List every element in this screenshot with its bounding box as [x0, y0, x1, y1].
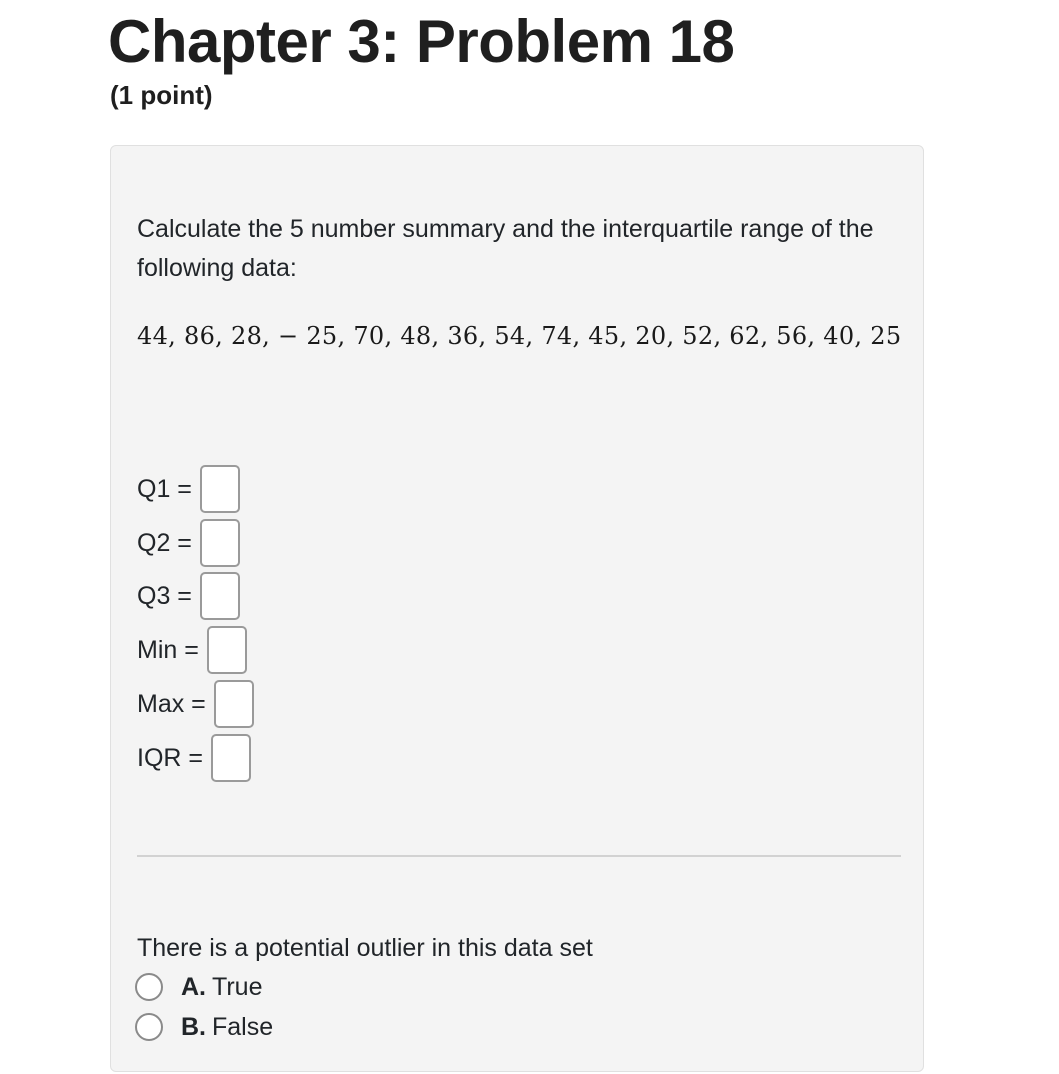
q1-input[interactable]: [200, 465, 240, 513]
answer-row-q2: [137, 518, 240, 568]
answer-label-min: Min =: [137, 635, 199, 664]
max-input[interactable]: [214, 680, 254, 728]
problem-panel: [110, 145, 924, 1072]
answer-label-q1: Q1 =: [137, 474, 192, 503]
answer-row-min: [137, 625, 247, 675]
answer-label-q2: Q2 =: [137, 528, 192, 557]
outlier-question: There is a potential outlier in this data set: [137, 934, 593, 962]
choice-true[interactable]: [135, 969, 262, 1005]
section-divider: [137, 855, 901, 857]
q2-input[interactable]: [200, 519, 240, 567]
data-values: 44, 86, 28, − 25, 70, 48, 36, 54, 74, 45, 20, 52, 62, 56, 40, 25: [137, 322, 902, 350]
problem-prompt: Calculate the 5 number summary and the interquartile range of the following data:: [137, 215, 874, 282]
points-value: (1 point): [110, 80, 213, 110]
choice-false[interactable]: [135, 1009, 273, 1045]
choice-letter-b: B.: [181, 1012, 206, 1041]
choice-text-true: True: [212, 972, 263, 1001]
answer-label-max: Max =: [137, 689, 206, 718]
iqr-input[interactable]: [211, 734, 251, 782]
radio-false[interactable]: [135, 1013, 163, 1041]
answer-row-q3: [137, 571, 240, 621]
answer-row-iqr: [137, 733, 251, 783]
radio-true[interactable]: [135, 973, 163, 1001]
answer-row-q1: [137, 464, 240, 514]
choice-letter-a: A.: [181, 972, 206, 1001]
choice-text-false: False: [212, 1012, 274, 1041]
page-title: Chapter 3: Problem 18: [108, 8, 735, 75]
answer-label-q3: Q3 =: [137, 581, 192, 610]
answer-row-max: [137, 679, 254, 729]
answer-label-iqr: IQR =: [137, 743, 203, 772]
q3-input[interactable]: [200, 572, 240, 620]
min-input[interactable]: [207, 626, 247, 674]
